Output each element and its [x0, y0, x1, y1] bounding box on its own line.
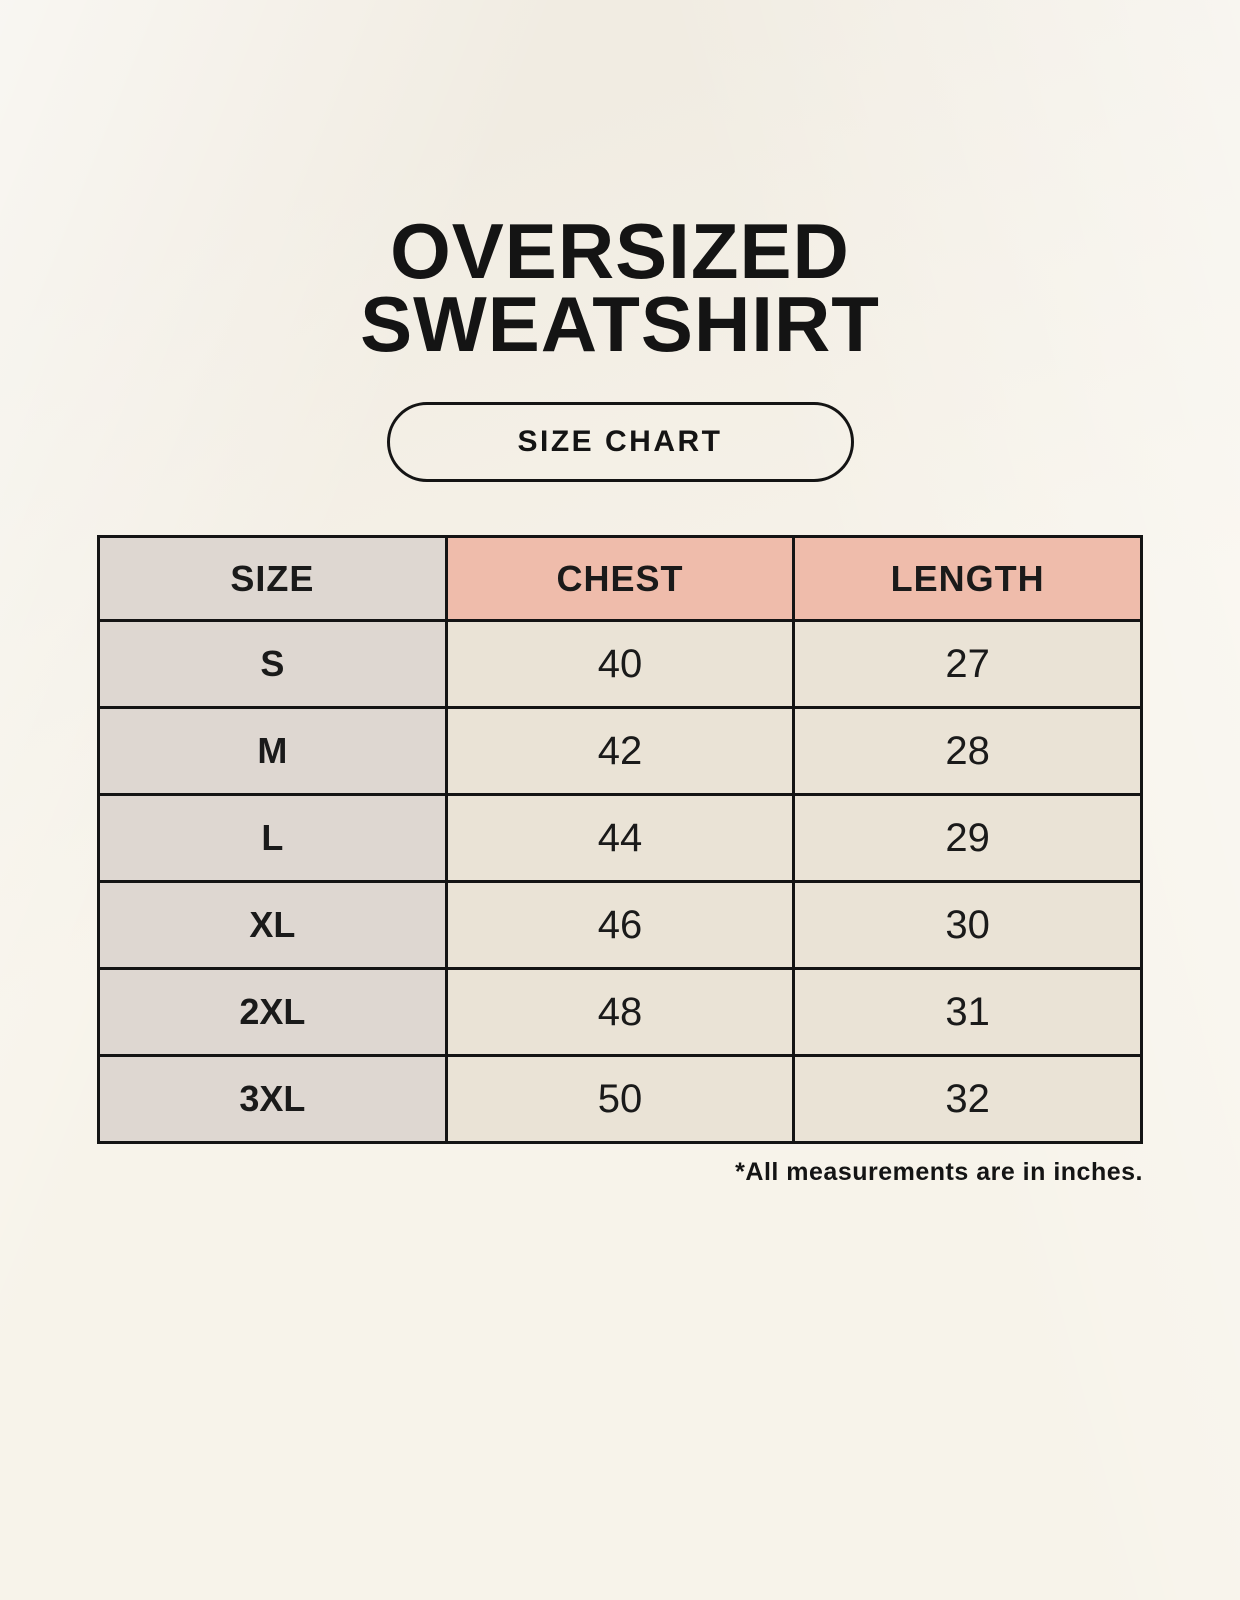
chest-cell: 46 — [446, 882, 794, 969]
chest-cell: 48 — [446, 969, 794, 1056]
page-title-line2: SWEATSHIRT — [360, 279, 880, 368]
size-cell: M — [99, 708, 447, 795]
size-cell: 2XL — [99, 969, 447, 1056]
table-row-3xl — [99, 1056, 1142, 1143]
table-row-l — [99, 795, 1142, 882]
table-row-s — [99, 621, 1142, 708]
measurements-footnote: *All measurements are in inches. — [735, 1158, 1143, 1187]
size-chart-button-label: SIZE CHART — [517, 425, 723, 459]
chest-cell: 42 — [446, 708, 794, 795]
length-cell: 30 — [794, 882, 1142, 969]
length-cell: 29 — [794, 795, 1142, 882]
size-cell: 3XL — [99, 1056, 447, 1143]
table-row-2xl — [99, 969, 1142, 1056]
table-row-m — [99, 708, 1142, 795]
length-cell: 32 — [794, 1056, 1142, 1143]
page-title — [360, 207, 880, 368]
table-row-xl — [99, 882, 1142, 969]
size-cell: L — [99, 795, 447, 882]
size-cell: XL — [99, 882, 447, 969]
length-cell: 27 — [794, 621, 1142, 708]
chest-cell: 40 — [446, 621, 794, 708]
column-header-chest: CHEST — [446, 537, 794, 621]
size-chart-button[interactable] — [387, 402, 854, 482]
page-title-line1: OVERSIZED — [390, 207, 850, 295]
size-chart-table-container — [97, 535, 1143, 1144]
column-header-size: SIZE — [99, 537, 447, 621]
size-chart-table — [97, 535, 1143, 1144]
length-cell: 28 — [794, 708, 1142, 795]
column-header-length: LENGTH — [794, 537, 1142, 621]
chest-cell: 50 — [446, 1056, 794, 1143]
size-cell: S — [99, 621, 447, 708]
chest-cell: 44 — [446, 795, 794, 882]
length-cell: 31 — [794, 969, 1142, 1056]
table-header-row — [99, 537, 1142, 621]
